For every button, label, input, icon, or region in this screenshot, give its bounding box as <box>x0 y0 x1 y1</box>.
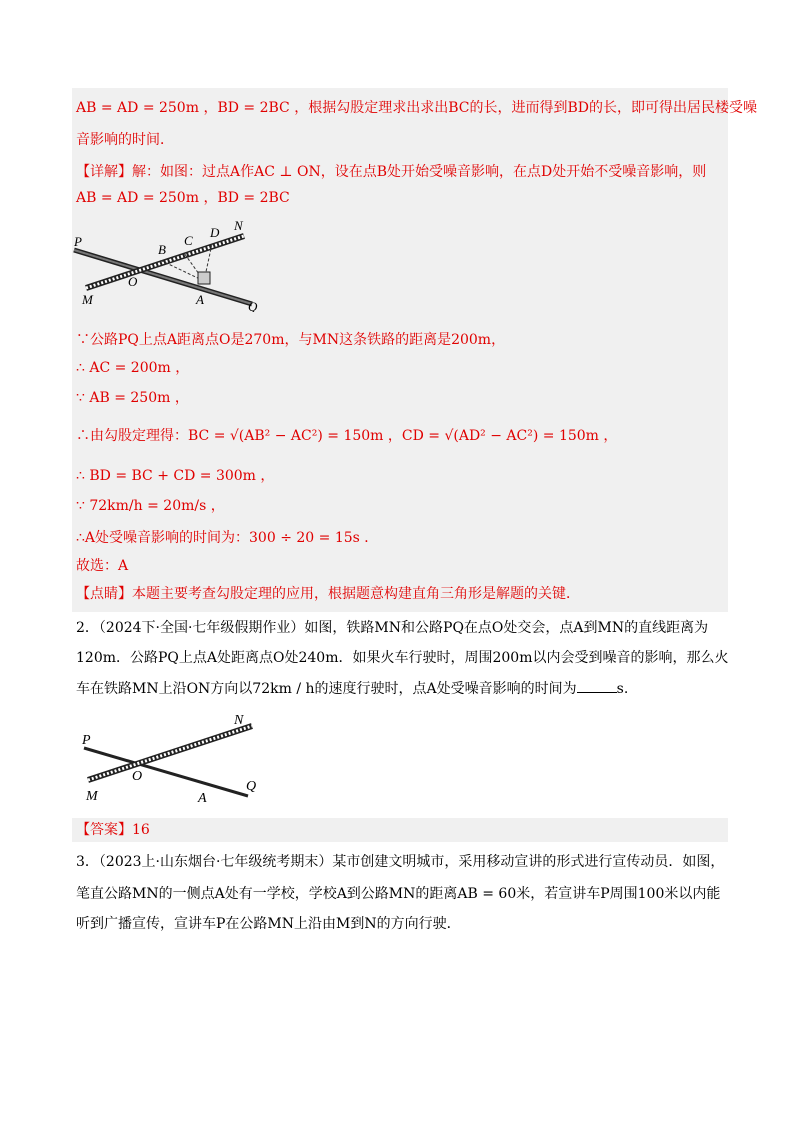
fig2-label-Q: Q <box>246 779 257 794</box>
solution-line-8: ∴由勾股定理得：BC = √(AB² − AC²) = 150m ，CD = √(AD² − AC²) = 150m ， <box>76 428 618 444</box>
solution-line-1: AB = AD = 250m ，BD = 2BC ，根据勾股定理求出求出BC的长，进而得到BD的长，即可得出居民楼受噪 <box>76 100 757 116</box>
fig1-label-Q: Q <box>248 299 258 312</box>
problem3-line-2: 笔直公路MN的一侧点A处有一学校，学校A到公路MN的距离AB = 60米，若宣讲车P周围100米以内能 <box>76 886 721 902</box>
fig1-label-N: N <box>234 218 243 233</box>
fig2-label-P: P <box>82 733 91 748</box>
answer-text: 【答案】16 <box>76 822 150 838</box>
problem2-line-1: 2．（2024下·全国·七年级假期作业）如图，铁路MN和公路PQ在点O处交会，点A到MN的直线距离为 <box>76 620 709 636</box>
solution-line-2: 音影响的时间． <box>76 132 174 148</box>
problem2-line-2: 120m．公路PQ上点A处距离点O处240m．如果火车行驶时，周围200m以内会受到噪音的影响，那么火 <box>76 650 729 666</box>
problem3-line-1: 3．（2023上·山东烟台·七年级统考期末）某市创建文明城市，采用移动宣讲的形式进行宣传动员．如图， <box>76 854 725 870</box>
problem3-line-3: 听到广播宣传，宣讲车P在公路MN上沿由M到N的方向行驶． <box>76 916 461 932</box>
fig1-label-C: C <box>184 233 193 248</box>
fig1-label-A: A <box>196 292 204 307</box>
fig1-label-B: B <box>158 242 166 257</box>
problem2-line-3-text: 车在铁路MN上沿ON方向以72km / h的速度行驶时，点A处受噪音影响的时间为 <box>76 681 577 697</box>
answer-block <box>72 818 728 842</box>
solution-line-3: 【详解】解：如图：过点A作AC ⊥ ON，设在点B处开始受噪音影响，在点D处开始不受噪音影响，则 <box>76 164 707 180</box>
fig2-label-A: A <box>198 791 207 806</box>
fig2-label-N: N <box>234 713 244 728</box>
fig1-label-P: P <box>74 234 82 249</box>
solution-line-13: 【点睛】本题主要考查勾股定理的应用，根据题意构建直角三角形是解题的关键． <box>76 586 580 602</box>
fig1-label-O: O <box>128 274 138 289</box>
answer-blank <box>577 678 617 693</box>
solution-line-5: ∵公路PQ上点A距离点O是270m，与MN这条铁路的距离是200m， <box>76 332 506 348</box>
solution-line-10: ∵ 72km/h = 20m/s ， <box>76 498 225 514</box>
solution-line-12: 故选：A <box>76 558 129 574</box>
problem2-figure <box>76 710 276 806</box>
fig1-label-D: D <box>210 225 220 240</box>
solution-line-7: ∵ AB = 250m ， <box>76 390 189 406</box>
solution-line-11: ∴A处受噪音影响的时间为：300 ÷ 20 = 15s ． <box>76 530 379 546</box>
solution-line-6: ∴ AC = 200m ， <box>76 360 190 376</box>
fig1-label-M: M <box>82 292 93 307</box>
problem2-line-3 <box>76 678 628 699</box>
solution-line-9: ∴ BD = BC + CD = 300m ， <box>76 468 275 484</box>
problem2-line-3-unit: s. <box>616 681 629 697</box>
solution-line-4: AB = AD = 250m ，BD = 2BC <box>76 190 290 206</box>
fig2-label-O: O <box>132 769 143 784</box>
fig2-label-M: M <box>86 789 98 804</box>
solution-figure <box>72 212 272 312</box>
